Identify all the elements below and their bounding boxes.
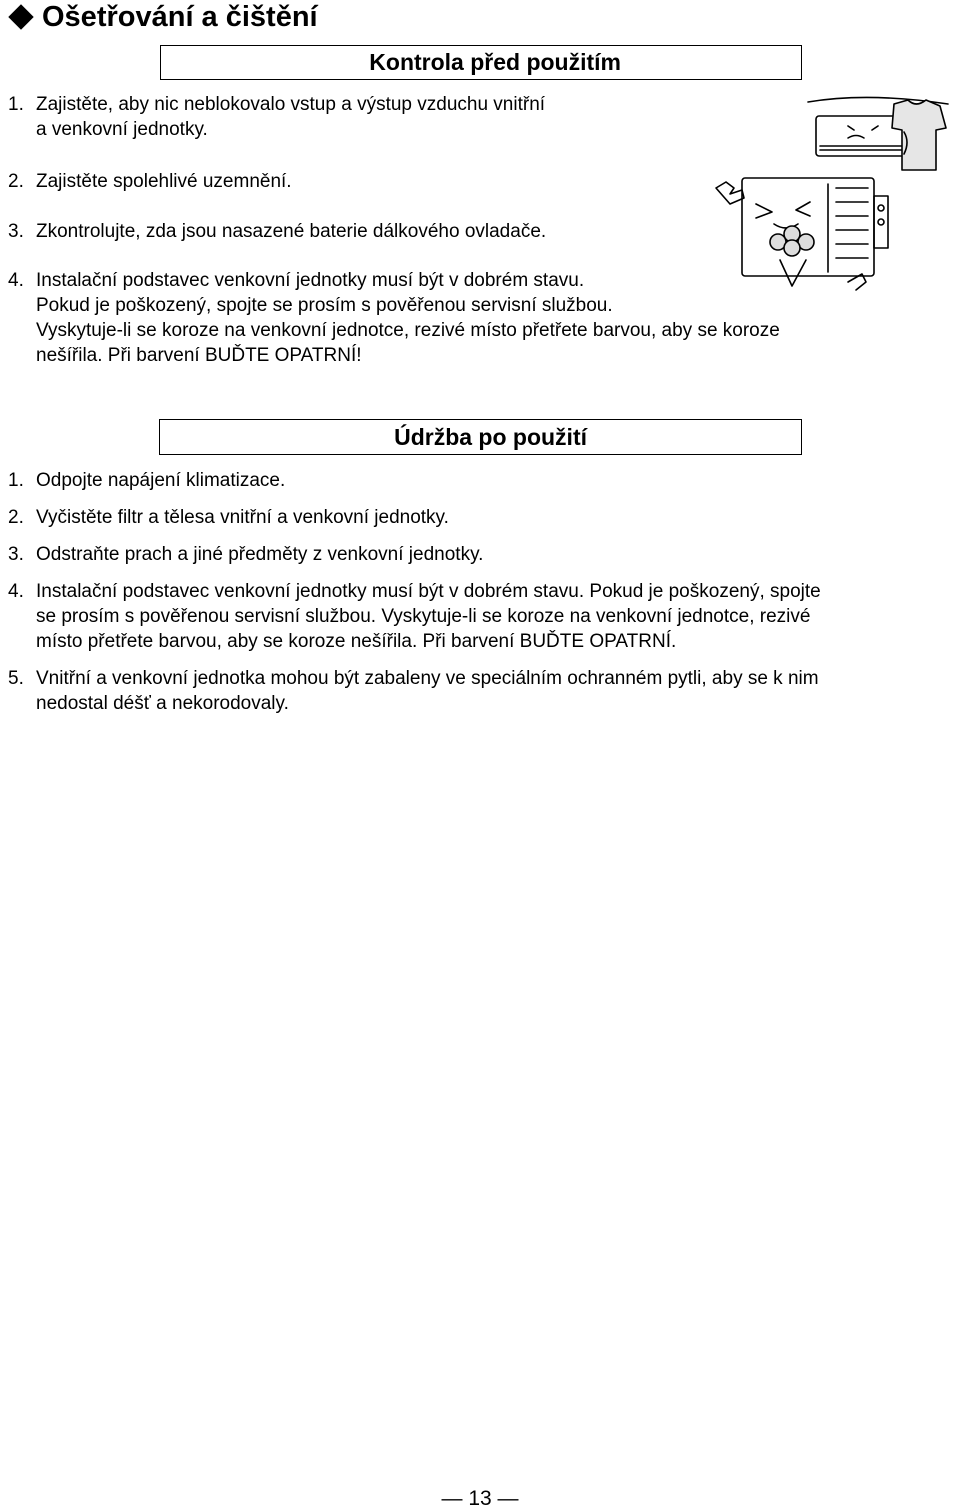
item-text: Odstraňte prach a jiné předměty z venkovní jednotky. [36,544,484,565]
flowers-icon [770,226,814,286]
heading-box-check-before-use [160,45,802,80]
heading-check-before-use: Kontrola před použitím [369,49,621,75]
item-text: Vnitřní a venkovní jednotka mohou být zabaleny ve speciálním ochranném pytli, aby se k nim [36,668,819,689]
item-text: Instalační podstavec venkovní jednotky musí být v dobrém stavu. [36,270,585,291]
item-text: Vyčistěte filtr a tělesa vnitřní a venkovní jednotky. [36,507,449,528]
diamond-bullet-icon [8,4,33,29]
item-text: se prosím s pověřenou servisní službou. Vyskytuje-li se koroze na venkovní jednotce, rezivé [36,606,811,627]
heading-box-maintenance-after-use [159,419,802,455]
item-text: nešířila. Při barvení BUĎTE OPATRNÍ! [36,345,362,366]
section-title-text: Ošetřování a čištění [42,1,318,33]
item-number: 3. [8,544,24,565]
item-text: Zajistěte, aby nic neblokovalo vstup a výstup vzduchu vnitřní [36,94,546,115]
ac-units-illustration [708,92,954,292]
item-number: 2. [8,171,24,192]
item-text: Vyskytuje-li se koroze na venkovní jednotce, rezivé místo přetřete barvou, aby se koroze [36,320,780,341]
item-number: 1. [8,470,24,491]
heading-maintenance-after-use: Údržba po použití [394,424,587,450]
shirt-icon [892,100,946,170]
item-text: a venkovní jednotky. [36,119,208,140]
outdoor-unit-icon [742,178,888,276]
item-text: Zajistěte spolehlivé uzemnění. [36,171,292,192]
item-number: 2. [8,507,24,528]
item-number: 4. [8,581,24,602]
item-number: 1. [8,94,24,115]
item-text: místo přetřete barvou, aby se koroze nešířila. Při barvení BUĎTE OPATRNÍ. [36,631,677,652]
section-title [8,0,318,34]
item-number: 5. [8,668,24,689]
page-number: — 13 — [441,1487,519,1510]
item-text: Pokud je poškozený, spojte se prosím s pověřenou servisní službou. [36,295,613,316]
item-text: Instalační podstavec venkovní jednotky musí být v dobrém stavu. Pokud je poškozený, spojte [36,581,821,602]
item-number: 4. [8,270,24,291]
item-text: Odpojte napájení klimatizace. [36,470,286,491]
item-text: Zkontrolujte, zda jsou nasazené baterie dálkového ovladače. [36,221,547,242]
item-number: 3. [8,221,24,242]
item-text: nedostal déšť a nekorodovaly. [36,693,289,714]
